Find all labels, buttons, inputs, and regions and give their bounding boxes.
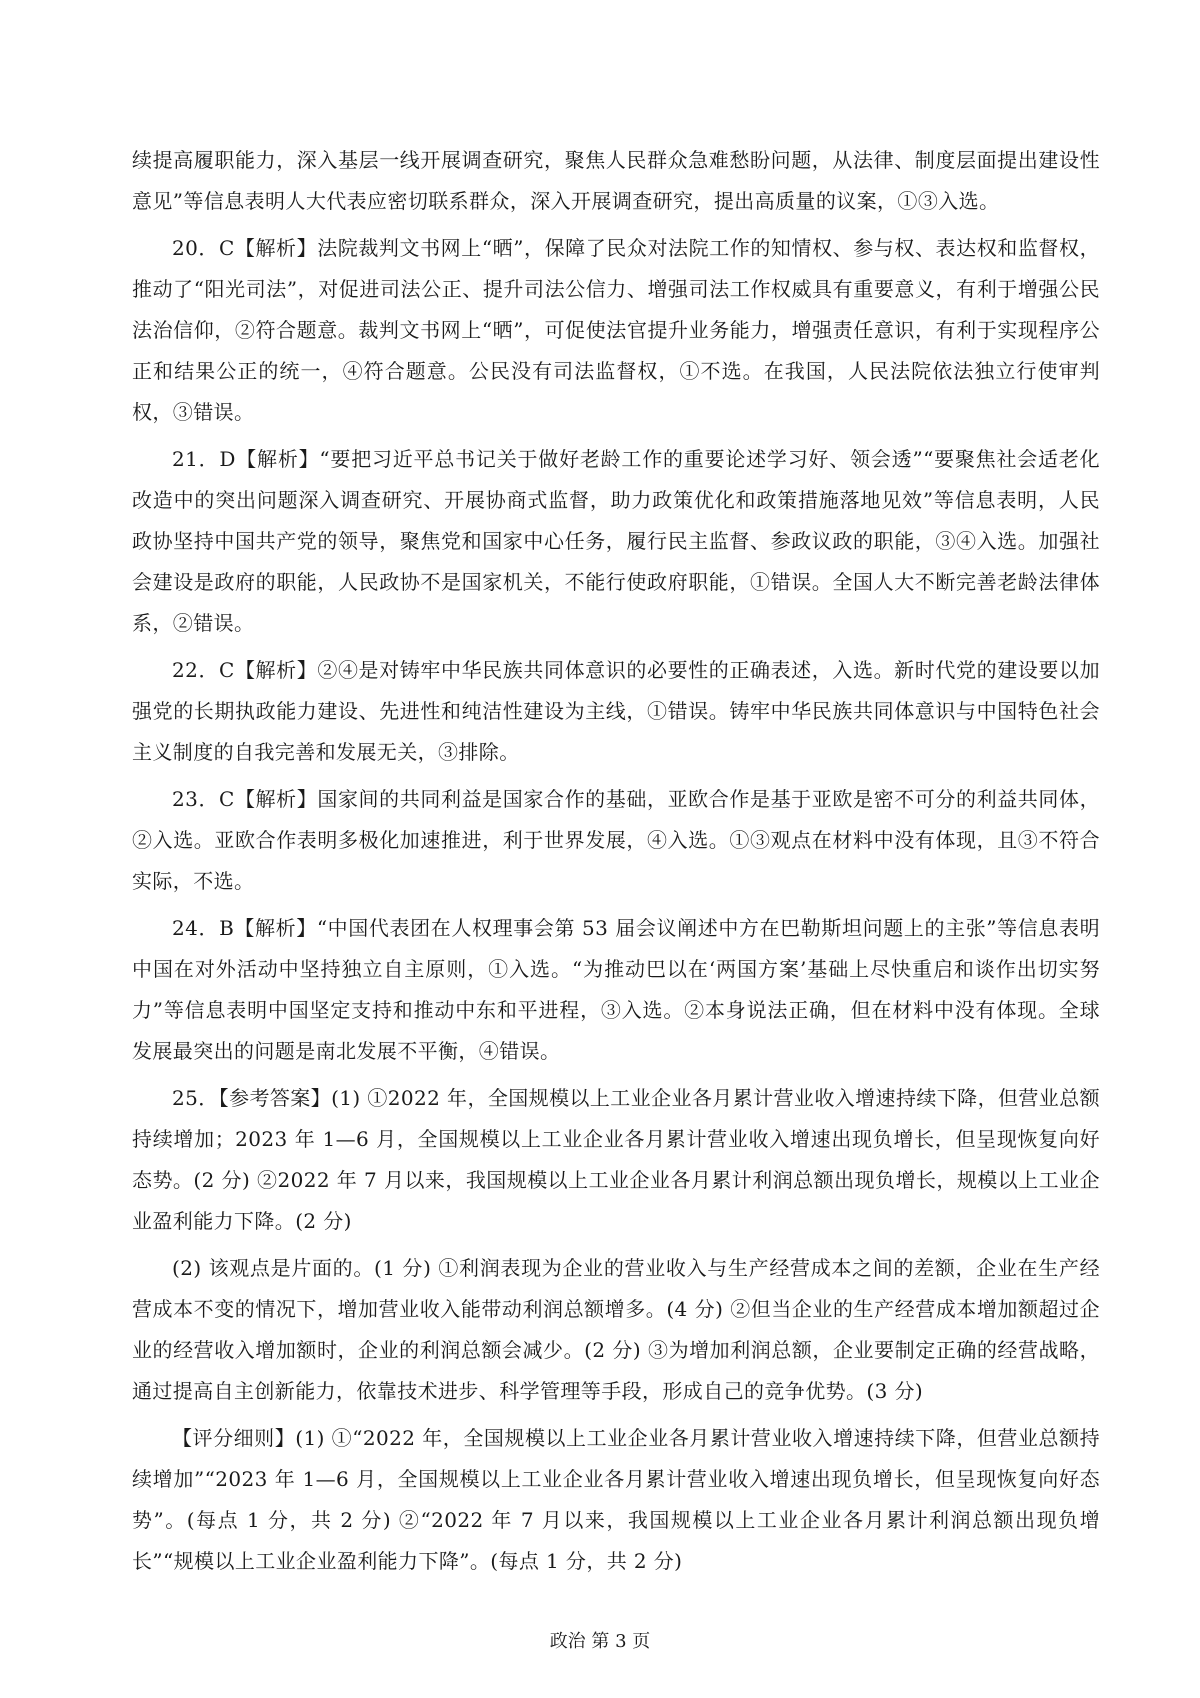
paragraph-question-21: 21．D【解析】“要把习近平总书记关于做好老龄工作的重要论述学习好、领会透”“要聚焦社会适老化改造中的突出问题深入调查研究、开展协商式监督，助力政策优化和政策措施落地见效”等信息表明，人民政协坚持中国共产党的领导，聚焦党和国家中心任务，履行民主监督、参政议政的职能，③④入选。加强社会建设是政府的职能，人民政协不是国家机关，不能行使政府职能，①错误。全国人大不断完善老龄法律体系，②错误。 <box>132 447 1100 635</box>
paragraph-question-20: 20．C【解析】法院裁判文书网上“晒”，保障了民众对法院工作的知情权、参与权、表达权和监督权，推动了“阳光司法”，对促进司法公正、提升司法公信力、增强司法工作权威具有重要意义，有利于增强公民法治信仰，②符合题意。裁判文书网上“晒”，可促使法官提升业务能力，增强责任意识，有利于实现程序公正和结果公正的统一，④符合题意。公民没有司法监督权，①不选。在我国，人民法院依法独立行使审判权，③错误。 <box>132 236 1100 424</box>
paragraph-scoring-rules: 【评分细则】(1) ①“2022 年，全国规模以上工业企业各月累计营业收入增速持续下降，但营业总额持续增加”“2023 年 1—6 月，全国规模以上工业企业各月累计营业收入增速出现负增长，但呈现恢复向好态势”。(每点 1 分，共 2 分) ②“2022 年 7 月以来，我国规模以上工业企业各月累计利润总额出现负增长”“规模以上工业企业盈利能力下降”。(每点 1 分，共 2 分) <box>132 1426 1100 1573</box>
paragraph-19-continued: 续提高履职能力，深入基层一线开展调查研究，聚焦人民群众急难愁盼问题，从法律、制度层面提出建设性意见”等信息表明人大代表应密切联系群众，深入开展调查研究，提出高质量的议案，①③入选。 <box>132 148 1100 213</box>
answer-analysis-body <box>132 140 1100 1588</box>
paragraph-question-22: 22．C【解析】②④是对铸牢中华民族共同体意识的必要性的正确表述，入选。新时代党的建设要以加强党的长期执政能力建设、先进性和纯洁性建设为主线，①错误。铸牢中华民族共同体意识与中国特色社会主义制度的自我完善和发展无关，③排除。 <box>132 658 1100 764</box>
paragraph-question-23: 23．C【解析】国家间的共同利益是国家合作的基础，亚欧合作是基于亚欧是密不可分的利益共同体，②入选。亚欧合作表明多极化加速推进，利于世界发展，④入选。①③观点在材料中没有体现，且③不符合实际，不选。 <box>132 787 1100 893</box>
paragraph-question-25-answer-2: (2) 该观点是片面的。(1 分) ①利润表现为企业的营业收入与生产经营成本之间的差额，企业在生产经营成本不变的情况下，增加营业收入能带动利润总额增多。(4 分) ②但当企业的生产经营成本增加额超过企业的经营收入增加额时，企业的利润总额会减少。(2 分) ③为增加利润总额，企业要制定正确的经营战略，通过提高自主创新能力，依靠技术进步、科学管理等手段，形成自己的竞争优势。(3 分) <box>132 1256 1100 1403</box>
page-footer: 政治 第 3 页 <box>549 1631 651 1652</box>
paragraph-question-25-answer-1: 25．【参考答案】(1) ①2022 年，全国规模以上工业企业各月累计营业收入增速持续下降，但营业总额持续增加；2023 年 1—6 月，全国规模以上工业企业各月累计营业收入增速出现负增长，但呈现恢复向好态势。(2 分) ②2022 年 7 月以来，我国规模以上工业企业各月累计利润总额出现负增长，规模以上工业企业盈利能力下降。(2 分) <box>132 1086 1100 1233</box>
paragraph-question-24: 24．B【解析】“中国代表团在人权理事会第 53 届会议阐述中方在巴勒斯坦问题上的主张”等信息表明中国在对外活动中坚持独立自主原则，①入选。“为推动巴以在‘两国方案’基础上尽快重启和谈作出切实努力”等信息表明中国坚定支持和推动中东和平进程，③入选。②本身说法正确，但在材料中没有体现。全球发展最突出的问题是南北发展不平衡，④错误。 <box>132 916 1100 1063</box>
